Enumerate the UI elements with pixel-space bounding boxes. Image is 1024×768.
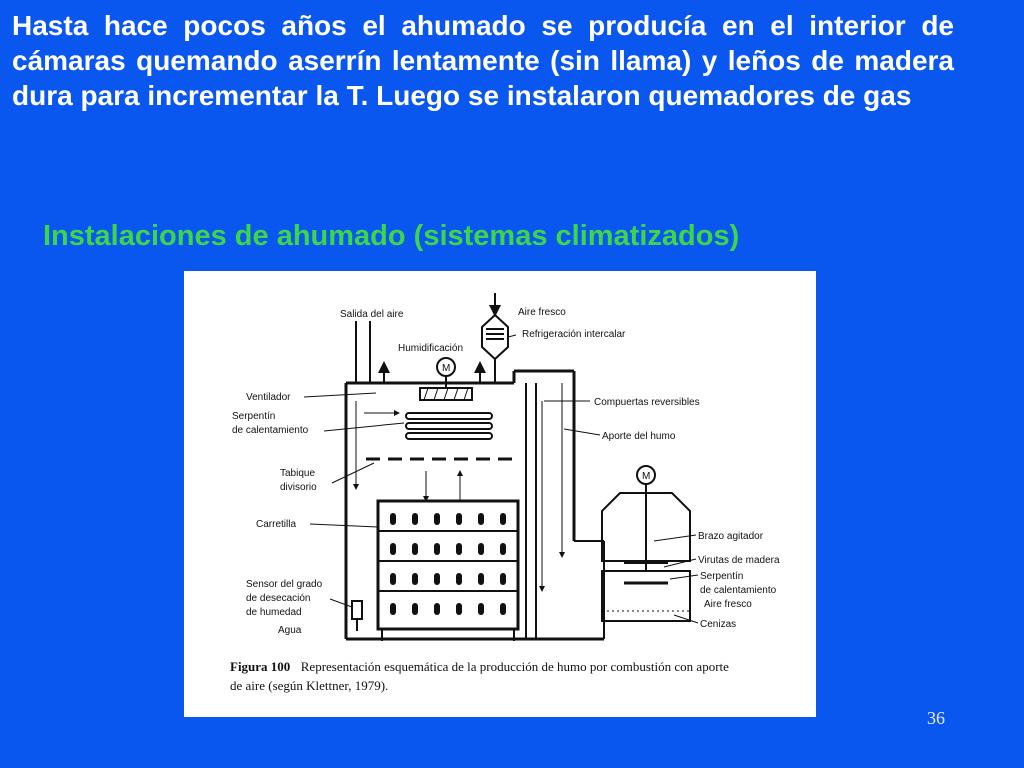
label-partition-1: Tabique: [280, 468, 316, 479]
page-number: 36: [927, 708, 945, 728]
motor-symbol-generator: M: [642, 471, 651, 482]
label-heating-coil-1: Serpentín: [232, 411, 276, 422]
label-water: Agua: [278, 625, 302, 636]
slide-subtitle: Instalaciones de ahumado (sistemas climatizados): [43, 220, 740, 252]
label-heating-coil-generator-1: Serpentín: [700, 571, 744, 582]
caption-figure-number: Figura 100: [230, 659, 291, 674]
intro-paragraph: Hasta hace pocos años el ahumado se producía en el interior de cámaras quemando aserrín lentamente (sin llama) y leños de madera dura para incrementar la T. Luego se instalaron quemadores de gas: [12, 10, 954, 111]
smoke-generator: [602, 466, 690, 621]
label-fresh-air-top: Aire fresco: [518, 307, 566, 318]
smoking-installation-figure: [184, 271, 816, 717]
figure-caption-line1: [230, 658, 729, 675]
caption-text-1: Representación esquemática de la producción de humo por combustión con aporte: [300, 659, 729, 674]
label-sensor-3: de humedad: [246, 607, 302, 618]
figure-caption-line2: de aire (según Klettner, 1979).: [230, 678, 389, 693]
fan-motor: [420, 358, 472, 400]
label-humidification: Humidificación: [398, 343, 464, 354]
label-fan: Ventilador: [246, 392, 291, 403]
label-fresh-air-bottom: Aire fresco: [704, 599, 752, 610]
chamber-outline: [346, 371, 604, 639]
label-heating-coil-2: de calentamiento: [232, 425, 309, 436]
smoke-duct: [562, 383, 604, 639]
label-heating-coil-generator-2: de calentamiento: [700, 585, 777, 596]
label-sensor-2: de desecación: [246, 593, 311, 604]
label-ashes: Cenizas: [700, 619, 737, 630]
label-sensor-1: Sensor del grado: [246, 579, 323, 590]
fresh-air-cooler: [482, 293, 508, 383]
label-intercooler: Refrigeración intercalar: [522, 329, 626, 340]
label-air-outlet: Salida del aire: [340, 309, 404, 320]
label-stirring-arm: Brazo agitador: [698, 531, 764, 542]
label-wood-chips: Virutas de madera: [698, 555, 780, 566]
trolley: [378, 501, 518, 641]
motor-symbol-top: M: [442, 363, 451, 374]
label-partition-2: divisorio: [280, 482, 317, 493]
label-smoke-supply: Aporte del humo: [602, 431, 676, 442]
heating-coil: [364, 413, 492, 439]
schematic-diagram: [184, 271, 816, 717]
humidity-sensor: [352, 601, 362, 631]
label-reversible-gates: Compuertas reversibles: [594, 397, 700, 408]
label-trolley: Carretilla: [256, 519, 297, 530]
